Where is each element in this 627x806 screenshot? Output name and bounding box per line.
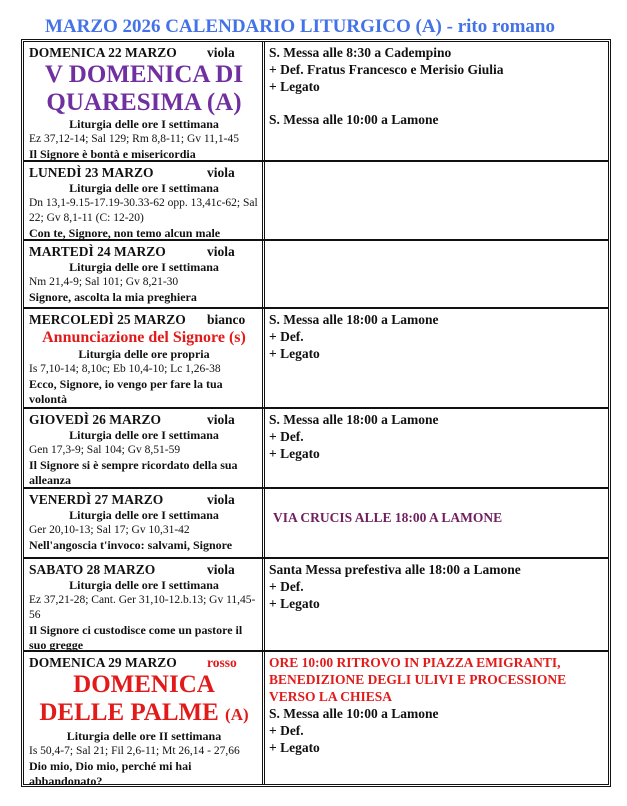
day-header bbox=[29, 44, 259, 61]
calendar-table bbox=[21, 39, 611, 787]
antiphon: Il Signore si è sempre ricordato della sua alleanza bbox=[29, 458, 238, 487]
day-info bbox=[24, 42, 265, 160]
antiphon: Dio mio, Dio mio, perché mi hai abbandonato? bbox=[29, 759, 192, 788]
mass-line: + Def. bbox=[269, 429, 304, 444]
mass-line: + Legato bbox=[269, 446, 320, 461]
mass-line: S. Messa alle 18:00 a Lamone bbox=[269, 312, 439, 327]
readings: Is 7,10-14; 8,10c; Eb 10,4-10; Lc 1,26-38 bbox=[29, 363, 221, 375]
readings: Gen 17,3-9; Sal 104; Gv 8,51-59 bbox=[29, 444, 181, 456]
day-info bbox=[24, 652, 265, 788]
day-date: MERCOLEDÌ 25 MARZO bbox=[29, 312, 186, 327]
liturgical-color: viola bbox=[207, 492, 235, 507]
mass-line: + Def. bbox=[269, 579, 304, 594]
day-date: DOMENICA 29 MARZO bbox=[29, 655, 177, 670]
mass-info bbox=[265, 241, 608, 307]
day-info bbox=[24, 489, 265, 557]
mass-info bbox=[265, 489, 608, 557]
mass-line: + Legato bbox=[269, 79, 320, 94]
liturgical-color: viola bbox=[207, 562, 235, 577]
liturgy-hours: Liturgia delle ore I settimana bbox=[69, 428, 219, 442]
day-row bbox=[24, 162, 608, 241]
mass-line: + Legato bbox=[269, 740, 320, 755]
day-info bbox=[24, 559, 265, 650]
readings: Nm 21,4-9; Sal 101; Gv 8,21-30 bbox=[29, 276, 179, 288]
spacer bbox=[269, 95, 604, 111]
mass-line: S. Messa alle 18:00 a Lamone bbox=[269, 412, 439, 427]
readings: Ez 37,12-14; Sal 129; Rm 8,8-11; Gv 11,1-45 bbox=[29, 133, 239, 145]
liturgy-hours: Liturgia delle ore I settimana bbox=[69, 117, 219, 131]
day-row bbox=[24, 42, 608, 162]
mass-info bbox=[265, 409, 608, 487]
liturgical-color: viola bbox=[207, 244, 235, 259]
readings: Is 50,4-7; Sal 21; Fil 2,6-11; Mt 26,14 - 27,66 bbox=[29, 745, 240, 757]
liturgical-color: rosso bbox=[207, 655, 237, 670]
mass-line: + Legato bbox=[269, 346, 320, 361]
day-date: DOMENICA 22 MARZO bbox=[29, 45, 177, 60]
day-header bbox=[29, 411, 259, 428]
liturgy-hours: Liturgia delle ore propria bbox=[78, 347, 210, 361]
day-date: LUNEDÌ 23 MARZO bbox=[29, 165, 154, 180]
mass-line: + Def. bbox=[269, 723, 304, 738]
day-date: VENERDÌ 27 MARZO bbox=[29, 492, 164, 507]
feast-title bbox=[29, 671, 259, 729]
liturgy-hours: Liturgia delle ore I settimana bbox=[69, 508, 219, 522]
via-crucis-notice: VIA CRUCIS ALLE 18:00 A LAMONE bbox=[273, 510, 503, 525]
day-header bbox=[29, 561, 259, 578]
readings: Dn 13,1-9.15-17.19-30.33-62 opp. 13,41c-62; Sal 22; Gv 8,1-11 (C: 12-20) bbox=[29, 197, 258, 224]
liturgical-color: viola bbox=[207, 412, 235, 427]
day-row bbox=[24, 489, 608, 559]
mass-line: + Legato bbox=[269, 596, 320, 611]
readings: Ger 20,10-13; Sal 17; Gv 10,31-42 bbox=[29, 524, 190, 536]
mass-info bbox=[265, 559, 608, 650]
mass-line: + Def. bbox=[269, 329, 304, 344]
antiphon: Nell'angoscia t'invoco: salvami, Signore bbox=[29, 538, 233, 552]
day-row bbox=[24, 309, 608, 409]
mass-info bbox=[265, 162, 608, 239]
antiphon: Signore, ascolta la mia preghiera bbox=[29, 290, 197, 304]
liturgy-hours: Liturgia delle ore II settimana bbox=[66, 729, 222, 743]
mass-line: S. Messa alle 8:30 a Cadempino bbox=[269, 45, 452, 60]
day-info bbox=[24, 241, 265, 307]
mass-info bbox=[265, 42, 608, 160]
mass-line: Santa Messa prefestiva alle 18:00 a Lamone bbox=[269, 562, 521, 577]
day-row bbox=[24, 409, 608, 489]
day-row bbox=[24, 241, 608, 309]
day-row bbox=[24, 559, 608, 652]
day-header bbox=[29, 311, 259, 328]
antiphon: Ecco, Signore, io vengo per fare la tua volontà bbox=[29, 377, 223, 406]
liturgy-hours: Liturgia delle ore I settimana bbox=[69, 260, 219, 274]
mass-info bbox=[265, 652, 608, 784]
day-header bbox=[29, 164, 259, 181]
antiphon: Il Signore ci custodisce come un pastore il suo gregge bbox=[29, 623, 243, 652]
antiphon: Con te, Signore, non temo alcun male bbox=[29, 226, 221, 240]
liturgical-color: bianco bbox=[207, 312, 246, 327]
liturgical-color: viola bbox=[207, 45, 235, 60]
liturgy-hours: Liturgia delle ore I settimana bbox=[69, 578, 219, 592]
mass-info bbox=[265, 309, 608, 407]
day-header bbox=[29, 243, 259, 260]
feast-suffix: (A) bbox=[225, 705, 249, 724]
mass-line: + Def. Fratus Francesco e Merisio Giulia bbox=[269, 62, 504, 77]
liturgy-hours: Liturgia delle ore I settimana bbox=[69, 181, 219, 195]
feast-name: DOMENICA DELLE PALME bbox=[39, 671, 219, 726]
day-row bbox=[24, 652, 608, 788]
day-header bbox=[29, 654, 259, 671]
mass-line: S. Messa alle 10:00 a Lamone bbox=[269, 112, 439, 127]
procession-notice: ORE 10:00 RITROVO IN PIAZZA EMIGRANTI, BENEDIZIONE DEGLI ULIVI E PROCESSIONE VERSO LA CHIESA bbox=[269, 655, 567, 704]
day-date: SABATO 28 MARZO bbox=[29, 562, 156, 577]
feast-title: Annunciazione del Signore (s) bbox=[42, 329, 246, 346]
day-date: GIOVEDÌ 26 MARZO bbox=[29, 412, 162, 427]
liturgical-color: viola bbox=[207, 165, 235, 180]
day-info bbox=[24, 409, 265, 487]
feast-title: V DOMENICA DI QUARESIMA (A) bbox=[44, 61, 244, 116]
readings: Ez 37,21-28; Cant. Ger 31,10-12.b.13; Gv 11,45-56 bbox=[29, 594, 256, 621]
day-info bbox=[24, 309, 265, 407]
day-date: MARTEDÌ 24 MARZO bbox=[29, 244, 166, 259]
page-title: MARZO 2026 CALENDARIO LITURGICO (A) - rito romano bbox=[44, 16, 555, 37]
day-info bbox=[24, 162, 265, 239]
day-header bbox=[29, 491, 259, 508]
mass-line: S. Messa alle 10:00 a Lamone bbox=[269, 706, 439, 721]
antiphon: Il Signore è bontà e misericordia bbox=[29, 147, 196, 161]
